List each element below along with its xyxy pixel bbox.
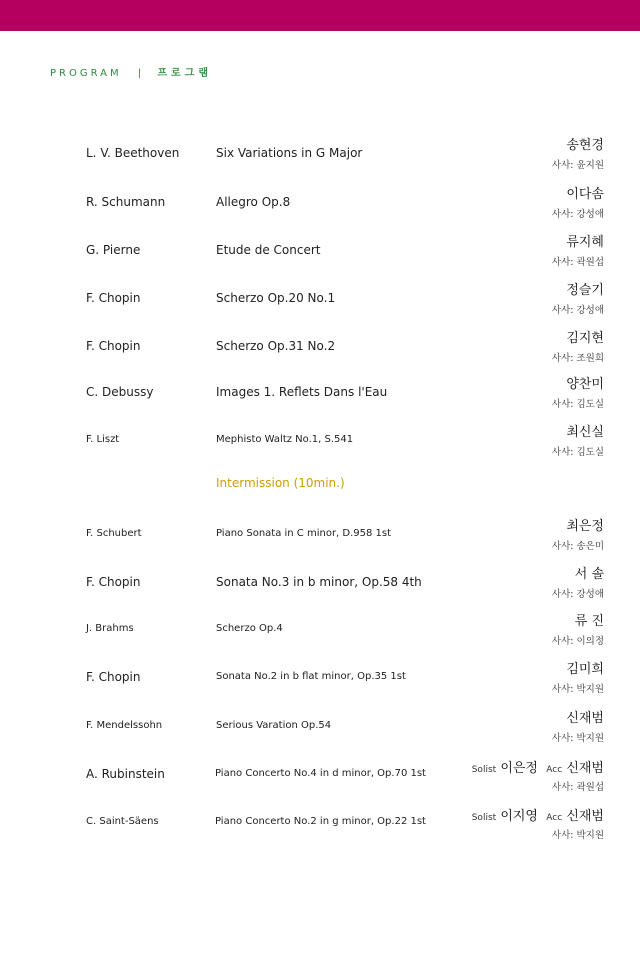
intermission-label: Intermission (10min.)	[216, 476, 345, 490]
program-row	[0, 373, 640, 413]
teacher: 사사: 송은미	[551, 541, 604, 552]
performer: 김지현	[566, 331, 604, 346]
header-divider: |	[137, 68, 142, 79]
composer: G. Pierne	[86, 243, 141, 257]
solist-accompanist	[472, 757, 604, 776]
work-title: Six Variations in G Major	[216, 146, 363, 160]
composer: F. Chopin	[86, 670, 141, 684]
composer: F. Liszt	[86, 434, 120, 445]
solist: 이지영	[500, 809, 538, 824]
program-row	[0, 610, 640, 650]
performer: 양찬미	[566, 377, 604, 392]
work-title: Sonata No.2 in b flat minor, Op.35 1st	[216, 671, 406, 682]
performer: 서 솔	[574, 567, 604, 582]
solist-label: Solist	[471, 765, 497, 775]
teacher: 사사: 강성애	[551, 305, 604, 316]
work-title: Sonata No.3 in b minor, Op.58 4th	[216, 575, 422, 589]
composer: C. Saint-Säens	[86, 816, 159, 827]
program-label: PROGRAM	[50, 68, 122, 79]
teacher: 사사: 김도실	[551, 447, 604, 458]
program-row	[0, 658, 640, 698]
solist: 이은정	[500, 761, 538, 776]
program-row	[0, 563, 640, 603]
composer: R. Schumann	[86, 195, 166, 209]
program-row	[0, 231, 640, 271]
accompanist: 신재범	[566, 761, 604, 776]
work-title: Scherzo Op.20 No.1	[216, 291, 336, 305]
work-title: Piano Concerto No.4 in d minor, Op.70 1st	[215, 768, 426, 779]
acc-label: Acc	[546, 765, 563, 775]
work-title: Etude de Concert	[216, 243, 321, 257]
teacher: 사사: 박지원	[551, 684, 604, 695]
solist-accompanist	[472, 805, 604, 824]
composer: F. Chopin	[86, 575, 141, 589]
program-row	[0, 327, 640, 367]
composer: F. Schubert	[86, 528, 142, 539]
program-row	[0, 515, 640, 555]
composer: F. Mendelssohn	[86, 720, 163, 731]
performer: 최신실	[566, 425, 604, 440]
work-title: Piano Sonata in C minor, D.958 1st	[216, 528, 392, 539]
concerto-row	[0, 805, 640, 845]
program-row	[0, 183, 640, 223]
teacher: 사사: 조원희	[551, 353, 604, 364]
performer: 류지혜	[566, 235, 604, 250]
performer: 송현경	[566, 138, 604, 153]
teacher: 사사: 강성애	[551, 589, 604, 600]
performer: 이다솜	[566, 187, 604, 202]
top-color-bar	[0, 0, 640, 31]
teacher: 사사: 곽원섭	[551, 782, 604, 793]
composer: L. V. Beethoven	[86, 146, 180, 160]
teacher: 사사: 윤지원	[551, 160, 604, 171]
solist-label: Solist	[471, 813, 497, 823]
performer: 류 진	[574, 614, 604, 629]
work-title: Serious Varation Op.54	[216, 720, 332, 731]
program-row	[0, 707, 640, 747]
program-header	[50, 64, 212, 79]
performer: 최은정	[566, 519, 604, 534]
teacher: 사사: 김도실	[551, 399, 604, 410]
teacher: 사사: 박지원	[551, 830, 604, 841]
accompanist: 신재범	[566, 809, 604, 824]
work-title: Scherzo Op.31 No.2	[216, 339, 336, 353]
composer: A. Rubinstein	[86, 767, 165, 781]
teacher: 사사: 이의정	[551, 636, 604, 647]
performer: 정슬기	[566, 283, 604, 298]
program-row	[0, 421, 640, 461]
work-title: Mephisto Waltz No.1, S.541	[216, 434, 354, 445]
performer: 김미희	[566, 662, 604, 677]
program-row	[0, 279, 640, 319]
acc-label: Acc	[546, 813, 563, 823]
performer: 신재범	[566, 711, 604, 726]
work-title: Images 1. Reflets Dans l'Eau	[216, 385, 388, 399]
work-title: Scherzo Op.4	[216, 623, 283, 634]
composer: C. Debussy	[86, 385, 154, 399]
concerto-row	[0, 757, 640, 797]
teacher: 사사: 강성애	[551, 209, 604, 220]
composer: F. Chopin	[86, 339, 141, 353]
teacher: 사사: 곽원섭	[551, 257, 604, 268]
work-title: Allegro Op.8	[216, 195, 291, 209]
program-label-ko: 프로그램	[157, 68, 213, 79]
work-title: Piano Concerto No.2 in g minor, Op.22 1st	[215, 816, 426, 827]
composer: J. Brahms	[86, 623, 134, 634]
program-row	[0, 134, 640, 174]
composer: F. Chopin	[86, 291, 141, 305]
teacher: 사사: 박지원	[551, 733, 604, 744]
